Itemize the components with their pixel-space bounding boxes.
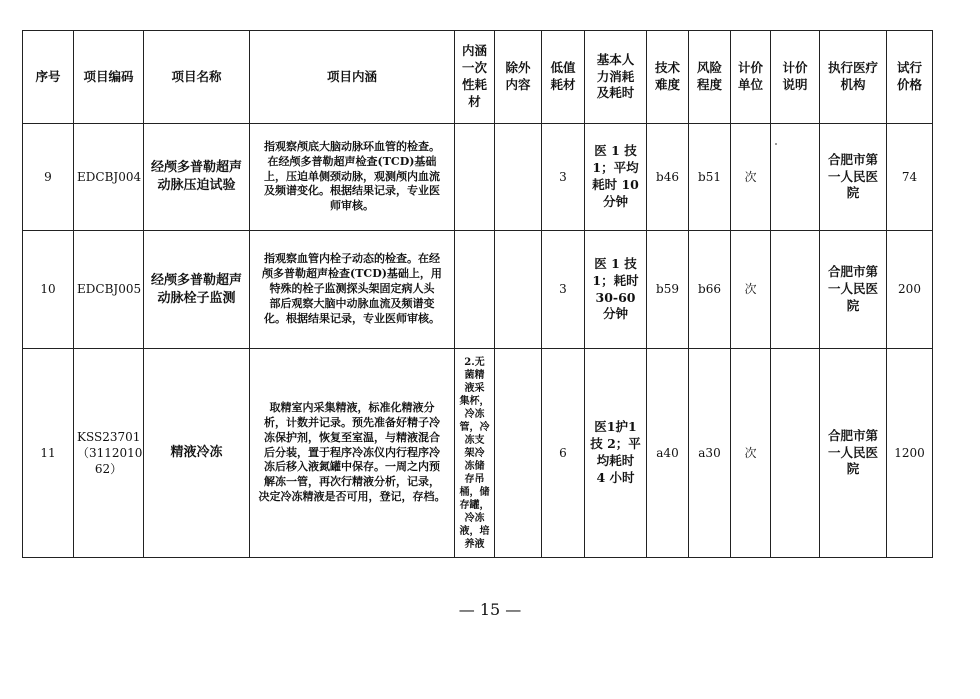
header-row — [23, 31, 933, 124]
table-row — [23, 124, 933, 231]
cell-code: EDCBJ005 — [74, 231, 144, 349]
header-risk: 风险 程度 — [689, 31, 731, 124]
cell-unit: 次 — [731, 349, 771, 558]
cell-supplies — [455, 231, 495, 349]
scan-speck — [775, 143, 777, 145]
cell-unit: 次 — [731, 231, 771, 349]
header-note: 计价 说明 — [771, 31, 820, 124]
cell-price: 74 — [887, 124, 933, 231]
cell-labor: 医1护1 技 2；平 均耗时 4 小时 — [585, 349, 647, 558]
cell-labor: 医 1 技 1；平均 耗时 10 分钟 — [585, 124, 647, 231]
cell-supplies: 2.无 菌精 液采 集杯， 冷冻 管，冷 冻支 架冷 冻储 存吊 桶，储 存罐， 冷冻 液，培 养液 — [455, 349, 495, 558]
cell-lowvalue: 6 — [542, 349, 585, 558]
header-labor: 基本人 力消耗 及耗时 — [585, 31, 647, 124]
header-org: 执行医疗 机构 — [820, 31, 887, 124]
cell-seq: 11 — [23, 349, 74, 558]
header-seq: 序号 — [23, 31, 74, 124]
cell-exclude — [495, 124, 542, 231]
cell-desc: 指观察血管内栓子动态的检查。在经 颅多普勒超声检查(TCD)基础上，用 特殊的栓子监测探头架固定病人头 部后观察大脑中动脉血流及频谱变 化。根据结果记录，专业医师审核。 — [250, 231, 455, 349]
header-code: 项目编码 — [74, 31, 144, 124]
header-desc: 项目内涵 — [250, 31, 455, 124]
cell-seq: 9 — [23, 124, 74, 231]
header-name: 项目名称 — [144, 31, 250, 124]
cell-supplies — [455, 124, 495, 231]
cell-exclude — [495, 231, 542, 349]
header-unit: 计价 单位 — [731, 31, 771, 124]
table-row — [23, 231, 933, 349]
cell-seq: 10 — [23, 231, 74, 349]
cell-price: 200 — [887, 231, 933, 349]
cell-labor: 医 1 技 1；耗时 30-60 分钟 — [585, 231, 647, 349]
cell-desc: 取精室内采集精液，标准化精液分 析，计数并记录。预先准备好精子冷 冻保护剂，恢复至室温，与精液混合 后分装，置于程序冷冻仪内行程序冷 冻后移入液氮罐中保存。一周之内预 解冻一管，再次行精液分析，记录， 决定冷冻精液是否可用，登记，存档。 — [250, 349, 455, 558]
cell-note — [771, 124, 820, 231]
cell-lowvalue: 3 — [542, 124, 585, 231]
page-number: — 15 — — [458, 600, 522, 619]
cell-name: 精液冷冻 — [144, 349, 250, 558]
cell-org: 合肥市第 一人民医 院 — [820, 231, 887, 349]
cell-unit: 次 — [731, 124, 771, 231]
cell-note — [771, 349, 820, 558]
header-supplies: 内涵 一次 性耗 材 — [455, 31, 495, 124]
cell-difficulty: b46 — [647, 124, 689, 231]
cell-price: 1200 — [887, 349, 933, 558]
fee-table — [22, 30, 933, 558]
cell-note — [771, 231, 820, 349]
cell-difficulty: a40 — [647, 349, 689, 558]
cell-risk: a30 — [689, 349, 731, 558]
cell-exclude — [495, 349, 542, 558]
cell-difficulty: b59 — [647, 231, 689, 349]
table-row — [23, 349, 933, 558]
header-lowvalue: 低值 耗材 — [542, 31, 585, 124]
cell-code: KSS23701 （3112010 62） — [74, 349, 144, 558]
cell-lowvalue: 3 — [542, 231, 585, 349]
header-difficulty: 技术 难度 — [647, 31, 689, 124]
cell-risk: b66 — [689, 231, 731, 349]
cell-risk: b51 — [689, 124, 731, 231]
cell-org: 合肥市第 一人民医 院 — [820, 124, 887, 231]
cell-code: EDCBJ004 — [74, 124, 144, 231]
cell-name: 经颅多普勒超声 动脉栓子监测 — [144, 231, 250, 349]
cell-desc: 指观察颅底大脑动脉环血管的检查。 在经颅多普勒超声检查(TCD)基础 上，压迫单侧颈动脉，观测颅内血流 及频谱变化。根据结果记录，专业医 师审核。 — [250, 124, 455, 231]
header-exclude: 除外 内容 — [495, 31, 542, 124]
cell-org: 合肥市第 一人民医 院 — [820, 349, 887, 558]
cell-name: 经颅多普勒超声 动脉压迫试验 — [144, 124, 250, 231]
header-price: 试行 价格 — [887, 31, 933, 124]
